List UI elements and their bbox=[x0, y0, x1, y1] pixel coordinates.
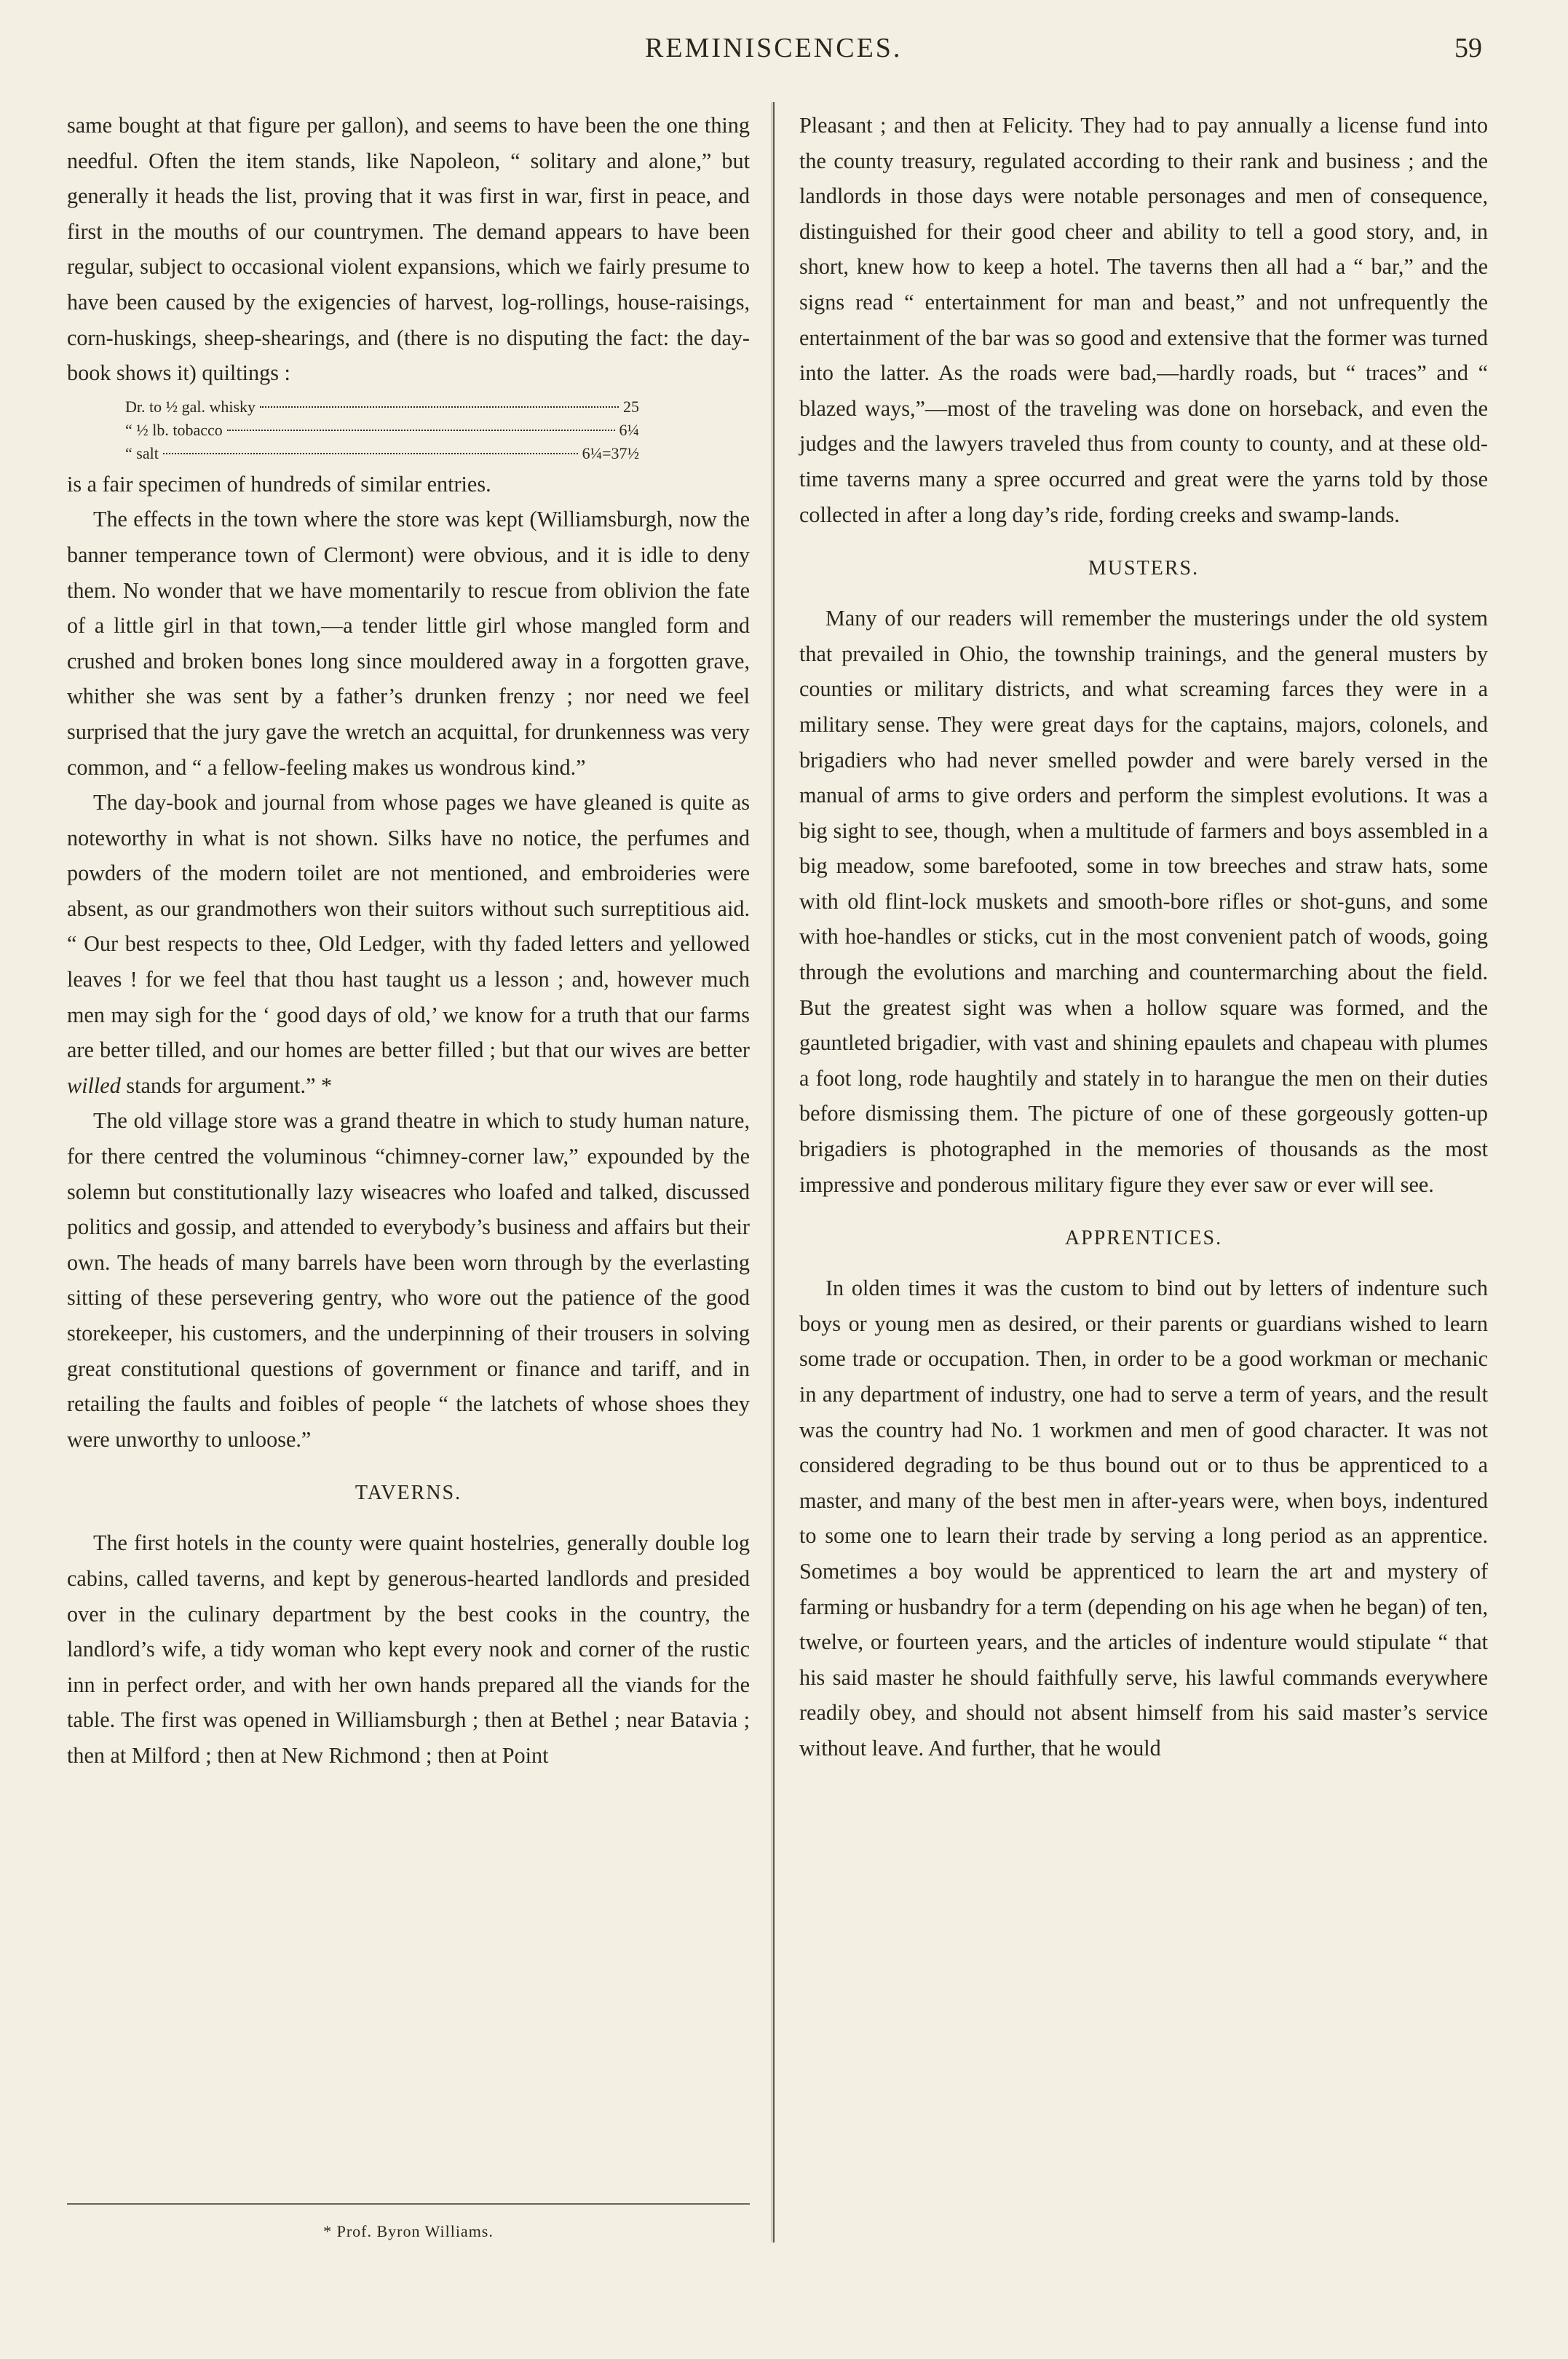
footnote-rule bbox=[67, 2203, 750, 2205]
running-title: REMINISCENCES. bbox=[645, 33, 903, 63]
paragraph: is a fair specimen of hundreds of similar entries. bbox=[67, 471, 491, 497]
section-heading-taverns: TAVERNS. bbox=[355, 1482, 462, 1505]
column-rule bbox=[773, 102, 775, 2243]
paragraph: In olden times it was the custom to bind out by letters of indenture such boys or young men as desired, or their parents or guardians wished to learn some trade or occupation. Then, in order to be a good workman or mechanic in any department of industry, one had to serve a term of years, and the result was the country had No. 1 workmen and men of good character. It was not considered degrading to be thus bound out or to thus be apprenticed to a master, and many of the best men in after-years were, when boys, indentured to some one to learn their trade by serving a long period as an apprentice. Sometimes a boy would be apprenticed to learn the art and mystery of farming or husbandry for a term (depending on his age when he began) of ten, twelve, or fourteen years, and the articles of indenture would stipulate “ that his said master he should faithfully serve, his lawful commands everywhere readily obey, and should not absent himself from his said master’s service without leave. And further, that he would bbox=[799, 1276, 1488, 1761]
paragraph: same bought at that figure per gallon), and seems to have been the one thing needful. Often the item stands, like Napoleon, “ solitary and alone,” but generally it heads the list, proving that it was first in war, first in peace, and first in the mouths of our countrymen. The demand appears to have been regular, subject to occasional violent expansions, which we fairly presume to have been caused by the exigencies of harvest, log-rollings, house-raisings, corn-huskings, sheep-shearings, and (there is no disputing the fact: the day-book shows it) quiltings : bbox=[67, 113, 750, 386]
ledger-entry-label: Dr. to ½ gal. whisky bbox=[125, 397, 256, 416]
dot-leader bbox=[227, 430, 615, 431]
ledger-entry-label: “ ½ lb. tobacco bbox=[125, 420, 223, 439]
paragraph: Many of our readers will remember the musterings under the old system that prevailed in Ohio, the township trainings, and the general musters by counties or military districts, and what screaming farces they were in a military sense. They were great days for the captains, majors, colonels, and brigadiers who had never smelled powder and were barely versed in the manual of arms to give orders and perform the simplest evolutions. It was a big sight to see, though, when a multitude of farmers and boys assembled in a big meadow, some barefooted, some in tow breeches and straw hats, some with old flint-lock muskets and smooth-bore rifles or shot-guns, and some with hoe-handles or sticks, cut in the most convenient patch of woods, going through the evolutions and marching and countermarching about the field. But the greatest sight was when a hollow square was formed, and the gauntleted brigadier, with vast and shining epaulets and chapeau with plumes a foot long, rode haughtily and stately in to harangue the men on their duties before dismissing them. The picture of one of these gorgeously gotten-up brigadiers is photographed in the memories of thousands as the most impressive and ponderous military figure they ever saw or ever will see. bbox=[799, 606, 1488, 1197]
ledger-entry-amount: 6¼ bbox=[619, 420, 639, 439]
paragraph: The old village store was a grand theatre in which to study human nature, for there centred the voluminous “chimney-corner law,” expounded by the solemn but constitutionally lazy wiseacres who loafed and talked, discussed politics and gossip, and attended to everybody’s business and affairs but their own. The heads of many barrels have been worn through by the everlasting sitting of these persevering gentry, who wore out the patience of the good storekeeper, his customers, and the underpinning of their trousers in solving great constitutional questions of government or finance and tariff, and in retailing the faults and foibles of people “ the latchets of whose shoes they were unworthy to unloose.” bbox=[67, 1108, 750, 1452]
running-head bbox=[0, 29, 1568, 73]
ledger-entry bbox=[125, 395, 639, 419]
paragraph: The effects in the town where the store was kept (Williamsburgh, now the banner temperance town of Clermont) were obvious, and it is idle to deny them. No wonder that we have momentarily to rescue from oblivion the fate of a little girl in that town,—a tender little girl whose mangled form and crushed and broken bones long since mouldered away in a forgotten grave, whither she was sent by a father’s drunken frenzy ; nor need we feel surprised that the jury gave the wretch an acquittal, for drunkenness was very common, and “ a fellow-feeling makes us wondrous kind.” bbox=[67, 507, 750, 780]
paragraph bbox=[67, 785, 750, 1103]
ledger-entry bbox=[125, 442, 639, 465]
paragraph-text: The day-book and journal from whose pages we have gleaned is quite as noteworthy in what is not shown. Silks have no notice, the perfumes and powders of the modern toilet are not mentioned, and embroideries were absent, as our grandmothers won their suitors without such surreptitious aid. “ Our best respects to thee, Old Ledger, with thy faded letters and yellowed leaves ! for we feel that thou hast taught us a lesson ; and, however much men may sigh for the ‘ good days of old,’ we know for a truth that our farms are better tilled, and our homes are better filled ; but that our wives are better bbox=[67, 790, 750, 1063]
section-heading-musters: MUSTERS. bbox=[1088, 557, 1200, 580]
paragraph-text: stands for argument.” * bbox=[126, 1072, 333, 1098]
dot-leader bbox=[163, 453, 578, 454]
ledger-entry bbox=[125, 419, 639, 442]
ledger-entry-label: “ salt bbox=[125, 443, 159, 462]
paragraph: The first hotels in the county were quaint hostelries, generally double log cabins, called taverns, and kept by generous-hearted landlords and presided over in the culinary department by the best cooks in the country, the landlord’s wife, a tidy woman who kept every nook and corner of the rustic inn in perfect order, and with her own hands prepared all the viands for the table. The first was opened in Williamsburgh ; then at Bethel ; near Batavia ; then at Milford ; then at New Richmond ; then at Point bbox=[67, 1530, 750, 1768]
page-number: 59 bbox=[1454, 33, 1482, 63]
footnote: * Prof. Byron Williams. bbox=[323, 2222, 494, 2240]
left-column bbox=[67, 108, 750, 1774]
ledger-entry-amount: 25 bbox=[623, 397, 639, 416]
dot-leader bbox=[260, 406, 619, 408]
paragraph: Pleasant ; and then at Felicity. They had to pay annually a license fund into the county treasury, regulated according to their rank and business ; and the landlords in those days were notable personages and men of consequence, distinguished for their good cheer and ability to tell a good story, and, in short, knew how to keep a hotel. The taverns then all had a “ bar,” and the signs read “ entertainment for man and beast,” and not unfrequently the entertainment of the bar was so good and extensive that the former was turned into the latter. As the roads were bad,—hardly roads, but “ traces” and “ blazed ways,”—most of the traveling was done on horseback, and even the judges and the lawyers traveled thus from county to county, and at these old-time taverns many a spree occurred and great were the yarns told by those collected in after a long day’s ride, fording creeks and swamp-lands. bbox=[799, 113, 1488, 527]
right-column bbox=[799, 108, 1488, 1766]
ledger-entries bbox=[125, 395, 639, 465]
section-heading-apprentices: APPRENTICES. bbox=[1064, 1227, 1223, 1250]
ledger-entry-amount: 6¼=37½ bbox=[582, 443, 639, 462]
italic-word: willed bbox=[67, 1072, 121, 1098]
